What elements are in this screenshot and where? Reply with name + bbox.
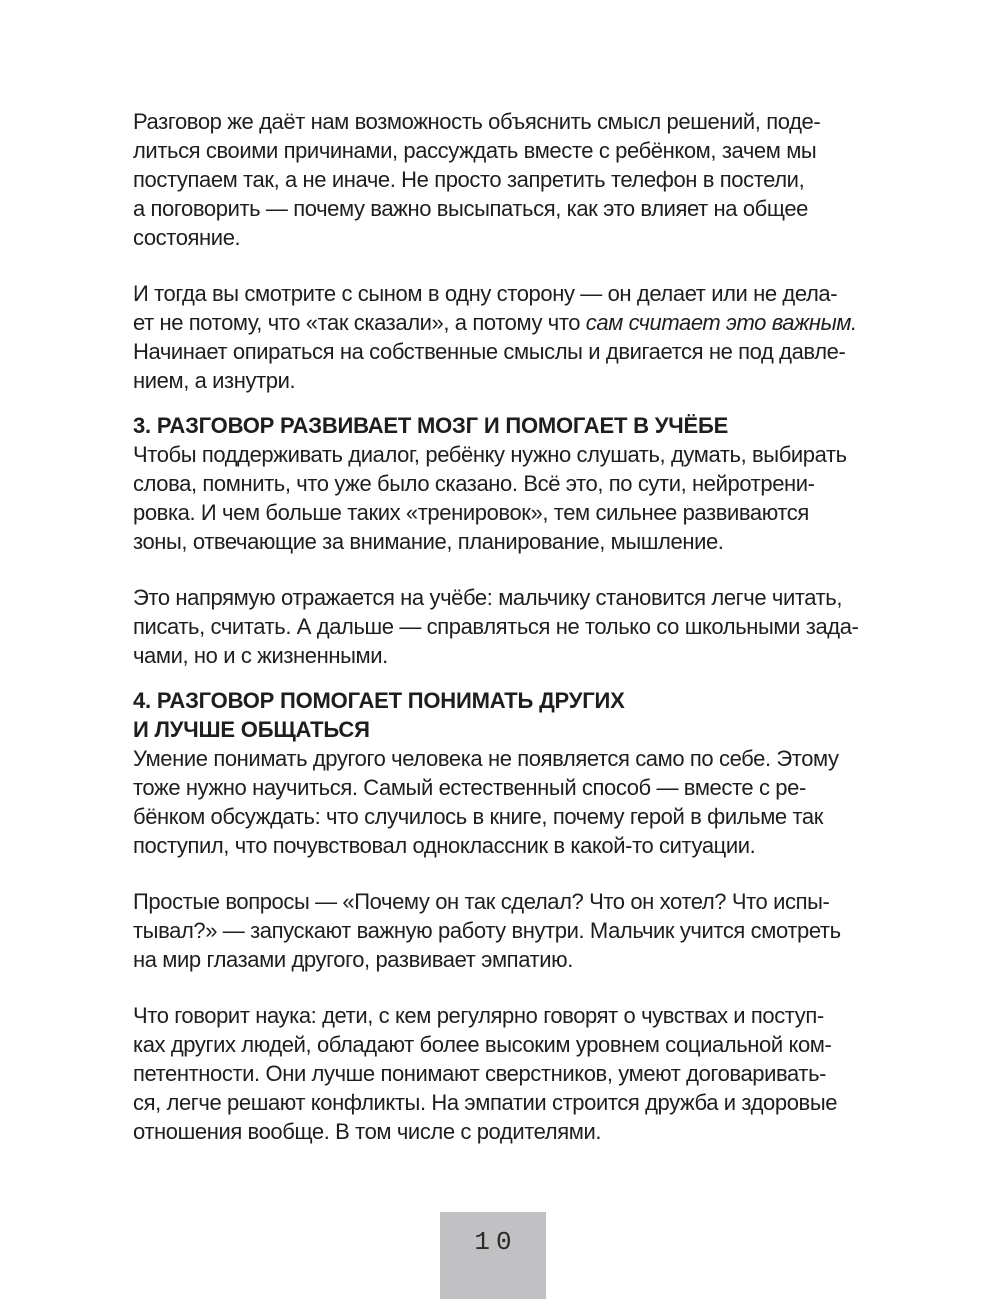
- paragraph: [133, 744, 863, 860]
- page-text: [133, 107, 863, 1146]
- text-line: [133, 945, 863, 974]
- italic-text-segment: сам считает это важным.: [585, 310, 857, 335]
- page-number: 10: [474, 1227, 518, 1257]
- text-line: [133, 107, 863, 136]
- text-segment: ся, легче решают конфликты. На эмпатии строится дружба и здоровые: [133, 1090, 838, 1115]
- text-line: [133, 194, 863, 223]
- text-line: [133, 802, 863, 831]
- text-line: [133, 916, 863, 945]
- text-line: [133, 366, 863, 395]
- text-line: [133, 136, 863, 165]
- text-line: [133, 773, 863, 802]
- text-line: [133, 337, 863, 366]
- paragraph: [133, 440, 863, 556]
- text-segment: Начинает опираться на собственные смыслы и двигается не под давле-: [133, 339, 846, 364]
- text-line: [133, 583, 863, 612]
- text-segment: И тогда вы смотрите с сыном в одну сторону — он делает или не дела-: [133, 281, 838, 306]
- text-segment: 3. РАЗГОВОР РАЗВИВАЕТ МОЗГ И ПОМОГАЕТ В УЧЁБЕ: [133, 413, 729, 438]
- text-line: [133, 1088, 863, 1117]
- text-segment: ках других людей, обладают более высоким уровнем социальной ком-: [133, 1032, 832, 1057]
- text-segment: ровка. И чем больше таких «тренировок», тем сильнее развиваются: [133, 500, 809, 525]
- text-segment: нием, а изнутри.: [133, 368, 296, 393]
- text-line: [133, 527, 863, 556]
- text-line: [133, 887, 863, 916]
- text-segment: Это напрямую отражается на учёбе: мальчику становится легче читать,: [133, 585, 843, 610]
- text-line: [133, 612, 863, 641]
- text-segment: Простые вопросы — «Почему он так сделал? Что он хотел? Что испы-: [133, 889, 830, 914]
- text-line: [133, 165, 863, 194]
- text-line: [133, 831, 863, 860]
- text-segment: а поговорить — почему важно высыпаться, как это влияет на общее: [133, 196, 808, 221]
- paragraph: [133, 107, 863, 252]
- text-segment: писать, считать. А дальше — справляться не только со школьными зада-: [133, 614, 859, 639]
- text-line: [133, 1001, 863, 1030]
- text-line: [133, 744, 863, 773]
- text-segment: бёнком обсуждать: что случилось в книге, почему герой в фильме так: [133, 804, 823, 829]
- text-segment: на мир глазами другого, развивает эмпатию.: [133, 947, 573, 972]
- text-segment: И ЛУЧШЕ ОБЩАТЬСЯ: [133, 717, 370, 742]
- text-line: [133, 440, 863, 469]
- text-line: [133, 223, 863, 252]
- text-segment: Чтобы поддерживать диалог, ребёнку нужно слушать, думать, выбирать: [133, 442, 847, 467]
- text-segment: Разговор же даёт нам возможность объяснить смысл решений, поде-: [133, 109, 821, 134]
- text-segment: поступаем так, а не иначе. Не просто запретить телефон в постели,: [133, 167, 805, 192]
- text-line: [133, 411, 863, 440]
- text-segment: состояние.: [133, 225, 241, 250]
- text-segment: слова, помнить, что уже было сказано. Всё это, по сути, нейротрени-: [133, 471, 815, 496]
- text-segment: 4. РАЗГОВОР ПОМОГАЕТ ПОНИМАТЬ ДРУГИХ: [133, 688, 625, 713]
- section-heading: [133, 686, 863, 744]
- text-segment: отношения вообще. В том числе с родителями.: [133, 1119, 602, 1144]
- text-line: [133, 308, 863, 337]
- text-segment: Что говорит наука: дети, с кем регулярно говорят о чувствах и поступ-: [133, 1003, 824, 1028]
- text-segment: поступил, что почувствовал одноклассник в какой-то ситуации.: [133, 833, 756, 858]
- text-line: [133, 1059, 863, 1088]
- text-segment: тывал?» — запускают важную работу внутри. Мальчик учится смотреть: [133, 918, 841, 943]
- text-line: [133, 1030, 863, 1059]
- text-line: [133, 279, 863, 308]
- paragraph: [133, 887, 863, 974]
- text-segment: тоже нужно научиться. Самый естественный способ — вместе с ре-: [133, 775, 806, 800]
- text-segment: ет не потому, что «так сказали», а потому что: [133, 310, 586, 335]
- text-segment: Умение понимать другого человека не появляется само по себе. Этому: [133, 746, 839, 771]
- text-line: [133, 686, 863, 715]
- text-line: [133, 469, 863, 498]
- paragraph: [133, 279, 863, 395]
- section-heading: [133, 411, 863, 440]
- text-segment: литься своими причинами, рассуждать вместе с ребёнком, зачем мы: [133, 138, 817, 163]
- text-line: [133, 641, 863, 670]
- text-line: [133, 498, 863, 527]
- paragraph: [133, 583, 863, 670]
- text-line: [133, 1117, 863, 1146]
- text-segment: зоны, отвечающие за внимание, планирование, мышление.: [133, 529, 724, 554]
- text-segment: чами, но и с жизненными.: [133, 643, 388, 668]
- text-segment: петентности. Они лучше понимают сверстников, умеют договаривать-: [133, 1061, 827, 1086]
- page-number-box: [440, 1212, 546, 1299]
- text-line: [133, 715, 863, 744]
- paragraph: [133, 1001, 863, 1146]
